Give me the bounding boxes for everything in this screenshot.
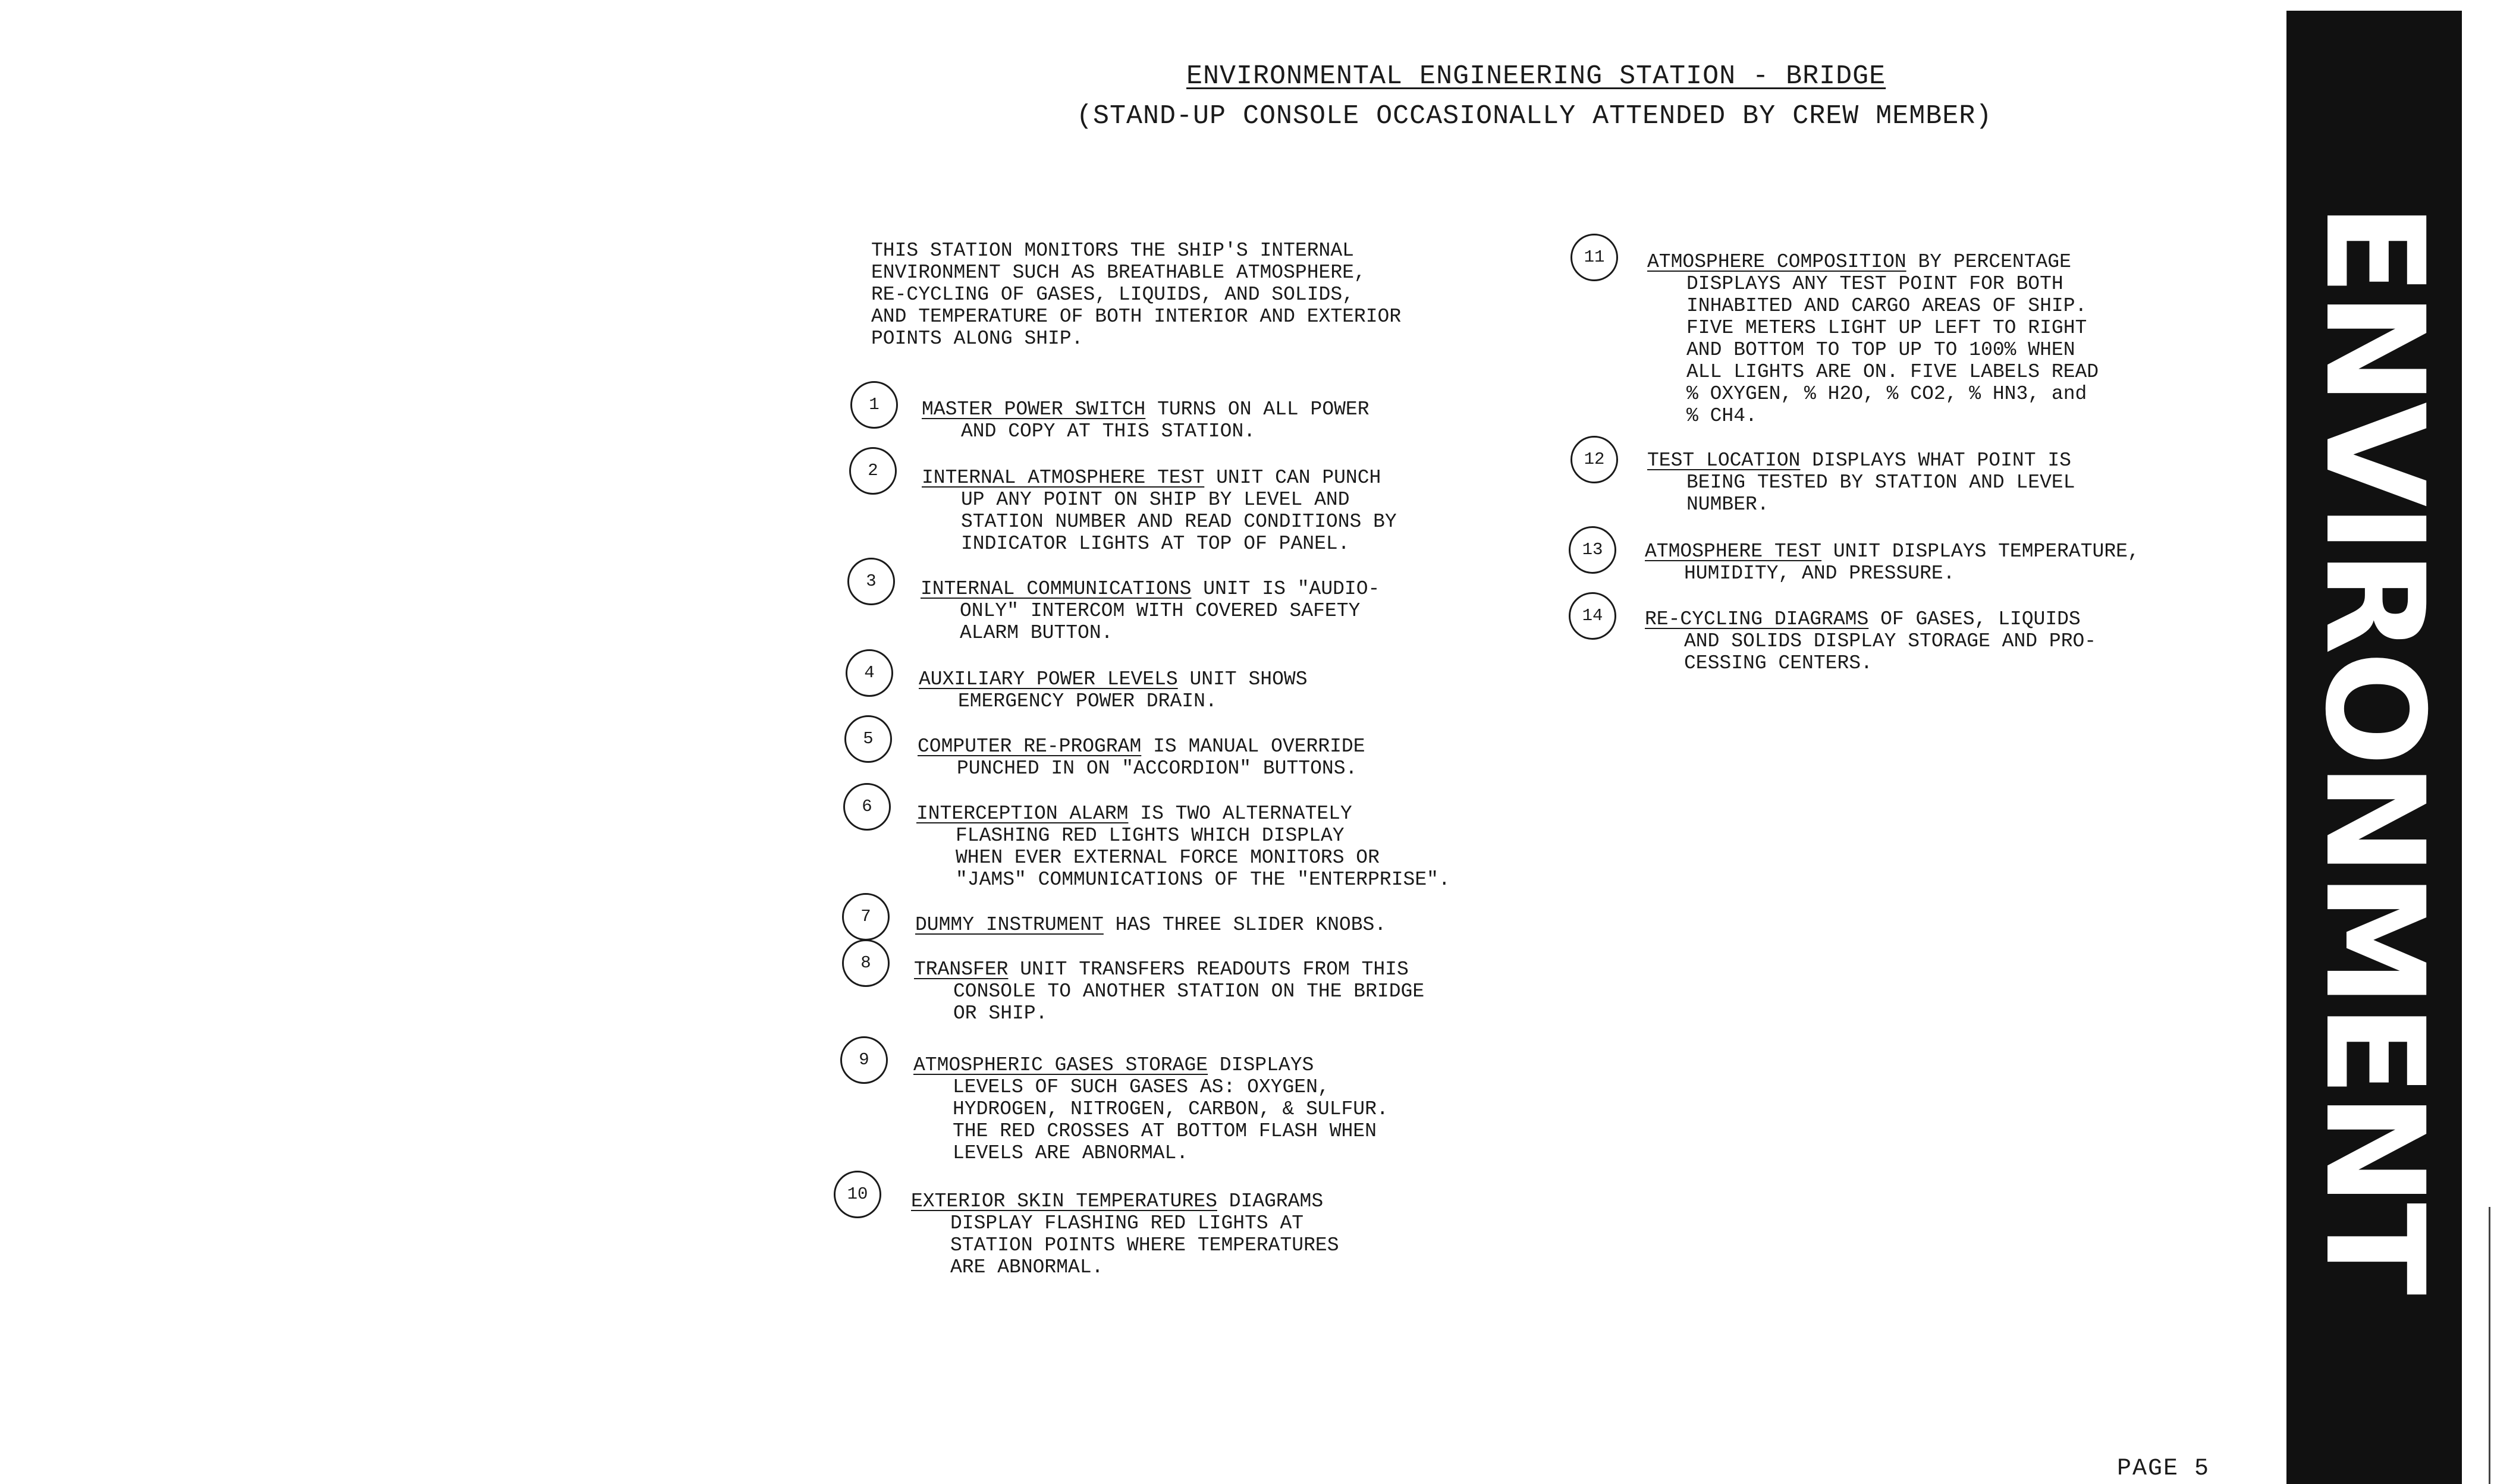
page-subtitle: (STAND-UP CONSOLE OCCASIONALLY ATTENDED BY CREW MEMBER) bbox=[1076, 101, 1993, 131]
callout-text bbox=[911, 1190, 1339, 1278]
callout-text bbox=[916, 803, 1450, 891]
callout-text bbox=[915, 914, 1386, 936]
callout-continuation: STATION POINTS WHERE TEMPERATURES bbox=[950, 1234, 1339, 1256]
callout-continuation: AND SOLIDS DISPLAY STORAGE AND PRO- bbox=[1684, 630, 2097, 652]
callout-text bbox=[922, 398, 1369, 442]
callout-lead: INTERCEPTION ALARM bbox=[916, 803, 1129, 825]
callout-continuation: LEVELS ARE ABNORMAL. bbox=[953, 1142, 1189, 1164]
callout-continuation: "JAMS" COMMUNICATIONS OF THE "ENTERPRISE". bbox=[956, 869, 1450, 891]
callout-text bbox=[1645, 608, 2096, 674]
callout-continuation: FLASHING RED LIGHTS WHICH DISPLAY bbox=[956, 825, 1345, 847]
callout-lead: INTERNAL ATMOSPHERE TEST bbox=[922, 467, 1205, 489]
callout-lead: COMPUTER RE-PROGRAM bbox=[918, 735, 1142, 757]
page-edge-line bbox=[2489, 1207, 2490, 1484]
callout-continuation: AND COPY AT THIS STATION. bbox=[961, 420, 1256, 442]
callout-continuation: PUNCHED IN ON "ACCORDION" BUTTONS. bbox=[957, 757, 1358, 779]
callout-number: 6 bbox=[843, 783, 891, 831]
callout-continuation: HUMIDITY, AND PRESSURE. bbox=[1684, 562, 1955, 584]
callout-continuation: WHEN EVER EXTERNAL FORCE MONITORS OR bbox=[956, 847, 1380, 869]
page-title: ENVIRONMENTAL ENGINEERING STATION - BRIDGE bbox=[1186, 61, 1886, 92]
callout-continuation: STATION NUMBER AND READ CONDITIONS BY bbox=[961, 511, 1397, 533]
callout-lead: ATMOSPHERIC GASES STORAGE bbox=[913, 1054, 1208, 1076]
callout-continuation: INHABITED AND CARGO AREAS OF SHIP. bbox=[1686, 295, 2087, 317]
callout-text bbox=[921, 578, 1380, 644]
callout-lead: AUXILIARY POWER LEVELS bbox=[919, 668, 1178, 690]
callout-number: 10 bbox=[834, 1171, 881, 1218]
callout-text bbox=[913, 1054, 1389, 1164]
callout-continuation: HYDROGEN, NITROGEN, CARBON, & SULFUR. bbox=[953, 1098, 1389, 1120]
intro-paragraph: THIS STATION MONITORS THE SHIP'S INTERNAL ENVIRONMENT SUCH AS BREATHABLE ATMOSPHERE, RE-CYCLING OF GASES, LIQUIDS, AND SOLIDS, AND TEMPERATURE OF BOTH INTERIOR AND EXTERIOR POINTS ALONG SHIP. bbox=[871, 240, 1402, 350]
callout-rest: DIAGRAMS bbox=[1217, 1190, 1324, 1212]
callout-rest: UNIT DISPLAYS TEMPERATURE, bbox=[1821, 540, 2140, 562]
callout-rest: UNIT IS "AUDIO- bbox=[1191, 578, 1380, 600]
callout-number: 9 bbox=[840, 1036, 888, 1084]
callout-continuation: NUMBER. bbox=[1686, 493, 1769, 515]
callout-text bbox=[919, 668, 1308, 712]
callout-continuation: CESSING CENTERS. bbox=[1684, 652, 1873, 674]
callout-number: 14 bbox=[1569, 592, 1616, 640]
callout-continuation: ALARM BUTTON. bbox=[960, 622, 1113, 644]
callout-continuation: AND BOTTOM TO TOP UP TO 100% WHEN bbox=[1686, 339, 2075, 361]
callout-rest: UNIT SHOWS bbox=[1177, 668, 1308, 690]
callout-number: 13 bbox=[1569, 526, 1616, 574]
callout-rest: TURNS ON ALL POWER bbox=[1145, 398, 1369, 420]
callout-continuation: % OXYGEN, % H2O, % CO2, % HN3, and bbox=[1686, 383, 2087, 405]
callout-text bbox=[918, 735, 1365, 779]
callout-text bbox=[1645, 540, 2140, 584]
callout-rest: UNIT TRANSFERS READOUTS FROM THIS bbox=[1008, 958, 1409, 980]
callout-continuation: ARE ABNORMAL. bbox=[950, 1256, 1104, 1278]
callout-lead: INTERNAL COMMUNICATIONS bbox=[921, 578, 1192, 600]
callout-continuation: THE RED CROSSES AT BOTTOM FLASH WHEN bbox=[953, 1120, 1377, 1142]
callout-number: 12 bbox=[1570, 436, 1618, 483]
callout-continuation: ALL LIGHTS ARE ON. FIVE LABELS READ bbox=[1686, 361, 2099, 383]
callout-rest: HAS THREE SLIDER KNOBS. bbox=[1103, 914, 1387, 936]
callout-number: 4 bbox=[846, 649, 893, 697]
callout-continuation: UP ANY POINT ON SHIP BY LEVEL AND bbox=[961, 489, 1350, 511]
callout-text bbox=[1647, 449, 2075, 515]
callout-number: 7 bbox=[842, 893, 890, 941]
callout-lead: MASTER POWER SWITCH bbox=[922, 398, 1146, 420]
callout-lead: ATMOSPHERE COMPOSITION bbox=[1647, 251, 1906, 273]
callout-continuation: INDICATOR LIGHTS AT TOP OF PANEL. bbox=[961, 533, 1350, 555]
callout-number: 1 bbox=[850, 381, 898, 429]
callout-rest: IS MANUAL OVERRIDE bbox=[1141, 735, 1365, 757]
callout-text bbox=[1647, 251, 2099, 427]
callout-number: 11 bbox=[1570, 234, 1618, 281]
callout-number: 3 bbox=[847, 558, 895, 605]
callout-continuation: OR SHIP. bbox=[953, 1002, 1048, 1024]
section-tab bbox=[2286, 11, 2462, 1484]
section-tab-label: ENVIRONMENT bbox=[2295, 203, 2454, 1292]
callout-rest: DISPLAYS bbox=[1208, 1054, 1314, 1076]
callout-continuation: CONSOLE TO ANOTHER STATION ON THE BRIDGE bbox=[953, 980, 1425, 1002]
callout-lead: TEST LOCATION bbox=[1647, 449, 1801, 471]
callout-lead: TRANSFER bbox=[914, 958, 1009, 980]
callout-continuation: EMERGENCY POWER DRAIN. bbox=[958, 690, 1217, 712]
callout-continuation: DISPLAYS ANY TEST POINT FOR BOTH bbox=[1686, 273, 2063, 295]
page-number: PAGE 5 bbox=[2117, 1455, 2210, 1482]
callout-number: 2 bbox=[849, 447, 897, 495]
callout-continuation: ONLY" INTERCOM WITH COVERED SAFETY bbox=[960, 600, 1361, 622]
callout-lead: DUMMY INSTRUMENT bbox=[915, 914, 1104, 936]
callout-rest: DISPLAYS WHAT POINT IS bbox=[1800, 449, 2071, 471]
callout-text bbox=[914, 958, 1424, 1024]
callout-text bbox=[922, 467, 1397, 555]
callout-rest: IS TWO ALTERNATELY bbox=[1128, 803, 1352, 825]
callout-lead: RE-CYCLING DIAGRAMS bbox=[1645, 608, 1869, 630]
callout-continuation: LEVELS OF SUCH GASES AS: OXYGEN, bbox=[953, 1076, 1330, 1098]
callout-rest: OF GASES, LIQUIDS bbox=[1868, 608, 2081, 630]
callout-lead: EXTERIOR SKIN TEMPERATURES bbox=[911, 1190, 1217, 1212]
callout-rest: BY PERCENTAGE bbox=[1906, 251, 2071, 273]
callout-lead: ATMOSPHERE TEST bbox=[1645, 540, 1822, 562]
callout-continuation: FIVE METERS LIGHT UP LEFT TO RIGHT bbox=[1686, 317, 2087, 339]
callout-continuation: % CH4. bbox=[1686, 405, 1757, 427]
callout-number: 8 bbox=[842, 939, 890, 987]
callout-continuation: DISPLAY FLASHING RED LIGHTS AT bbox=[950, 1212, 1304, 1234]
callout-number: 5 bbox=[844, 715, 892, 763]
callout-continuation: BEING TESTED BY STATION AND LEVEL bbox=[1686, 471, 2075, 493]
callout-rest: UNIT CAN PUNCH bbox=[1204, 467, 1381, 489]
